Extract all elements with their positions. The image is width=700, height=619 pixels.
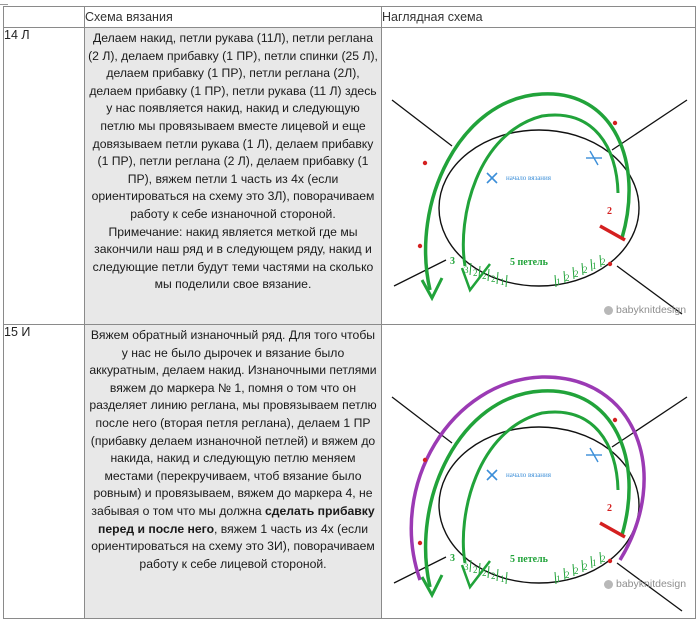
page-corner-mark xyxy=(0,0,8,5)
tick-mark xyxy=(488,566,489,578)
tick-label: 1 xyxy=(500,277,505,287)
header-visual: Наглядная схема xyxy=(382,7,696,28)
raglan-line xyxy=(392,397,452,443)
tick-label: 2 xyxy=(482,568,487,578)
row-paragraph: Делаем накид, петли рукава (11Л), петли реглана (2 Л), делаем прибавку (1 ПР), петли спинки (25 Л), делаем прибавку (1 ПР), петли реглана (2Л), делаем прибавку (1 ПР), петли рукава (11 Л) здесь у нас появляется накид, накид и следующую петлю мы провязываем вместе лицевой и еще довязываем петли рукава (1 Л), делаем прибавку (1 ПР), петли реглана (2 Л), делаем прибавку (1 ПР), вяжем петли 1 часть из 4х (если ориентироваться на схему это 3Л), поворачиваем работу к себе изнаночной стороной. xyxy=(88,31,378,221)
marker-number: 2 xyxy=(607,503,612,514)
tick-label: 1 xyxy=(500,574,505,584)
tick-label: 3 xyxy=(464,562,469,572)
red-dot xyxy=(423,161,427,165)
green-inner-arc xyxy=(463,412,618,563)
diagram-cell xyxy=(382,325,696,619)
tick-label: 2 xyxy=(473,565,478,575)
header-empty-cell xyxy=(4,7,85,28)
diagram-row-15 xyxy=(382,325,695,615)
tick-label: 2 xyxy=(583,562,588,572)
red-dot xyxy=(418,244,422,248)
tick-label: 2 xyxy=(574,269,579,279)
tick-label: 1 xyxy=(556,574,561,584)
header-scheme: Схема вязания xyxy=(85,7,382,28)
tick-label: 2 xyxy=(565,273,570,283)
stitch-count-label: 5 петель xyxy=(510,257,548,268)
red-dot xyxy=(608,262,612,266)
tick-label: 2 xyxy=(491,571,496,581)
tick-label: 2 xyxy=(601,554,606,564)
raglan-diagram xyxy=(382,325,694,615)
text-part: Вяжем обратный изнаночный ряд. Для того чтобы у нас не было дырочек и вязание было аккуратным, делаем накид. Изнаночными петлями вяжем до маркера № 1, помня о том что он разделяет линию реглана, мы провязываем петлю после него (вторая петля реглана), делаем 1 ПР (прибавку делаем изнаночной петлей) и вяжем до накида, накид и следующую петлю меняем местами (перекручиваем, чтоб вязание было ровным) и провязываем, вяжем до маркера 4, не забывая о том что мы должна xyxy=(89,328,377,518)
text-part: , вяжем 1 часть из 4х (если ориентироваться на схему это 3И), поворачиваем работу к себе лицевой стороной. xyxy=(91,521,375,571)
row-label: 15 И xyxy=(4,325,85,619)
raglan-line xyxy=(392,100,452,146)
row-text-cell xyxy=(85,28,382,325)
watermark xyxy=(604,304,686,316)
knitting-table xyxy=(3,6,696,619)
tick-label: 2 xyxy=(473,268,478,278)
red-dot xyxy=(613,121,617,125)
watermark-text: babyknitdesign xyxy=(616,304,687,316)
red-dot xyxy=(418,541,422,545)
table-header-row xyxy=(4,7,696,28)
center-label: начало вязания xyxy=(506,174,552,182)
tick-label: 2 xyxy=(583,265,588,275)
watermark-icon xyxy=(604,306,613,315)
tick-mark xyxy=(497,272,498,284)
text-bold: сделать прибавку перед и после него xyxy=(97,503,375,536)
tick-label: 2 xyxy=(601,257,606,267)
center-label: начало вязания xyxy=(506,471,552,479)
tick-label: 2 xyxy=(491,274,496,284)
raglan-line xyxy=(612,100,687,150)
stitch-count-label: 5 петель xyxy=(510,554,548,565)
watermark-text: babyknitdesign xyxy=(616,578,687,590)
tick-label: 1 xyxy=(592,261,597,271)
row-label: 14 Л xyxy=(4,28,85,325)
raglan-diagram xyxy=(382,28,694,318)
tick-label: 3 xyxy=(464,265,469,275)
row-text-cell xyxy=(85,325,382,619)
tick-mark xyxy=(506,275,507,287)
red-marker xyxy=(600,523,625,537)
red-marker xyxy=(600,226,625,240)
tick-mark xyxy=(506,572,507,584)
tick-label: 1 xyxy=(556,277,561,287)
red-dot xyxy=(613,418,617,422)
watermark xyxy=(604,578,686,590)
row-paragraph xyxy=(88,327,378,573)
row-note: Примечание: накид является меткой где мы закончили наш ряд и в следующем ряду, накид и следующие петли будут теми частями на сколько мы поделили свое вязание. xyxy=(92,224,374,292)
diagram-row-14 xyxy=(382,28,695,318)
tick-label: 2 xyxy=(565,570,570,580)
raglan-line xyxy=(612,397,687,447)
marker-number: 2 xyxy=(607,206,612,217)
raglan-line xyxy=(394,260,446,286)
table-row xyxy=(4,325,696,619)
green-inner-arc xyxy=(463,115,618,266)
tick-label: 2 xyxy=(574,566,579,576)
red-dot xyxy=(608,559,612,563)
tick-mark xyxy=(497,569,498,581)
watermark-icon xyxy=(604,580,613,589)
tick-mark xyxy=(488,269,489,281)
tick-label: 1 xyxy=(592,558,597,568)
green-arrowhead xyxy=(422,278,442,298)
green-arrowhead xyxy=(422,575,442,595)
table-row xyxy=(4,28,696,325)
marker-number: 3 xyxy=(450,553,455,564)
red-dot xyxy=(423,458,427,462)
diagram-cell xyxy=(382,28,696,325)
tick-label: 2 xyxy=(482,271,487,281)
marker-number: 3 xyxy=(450,256,455,267)
